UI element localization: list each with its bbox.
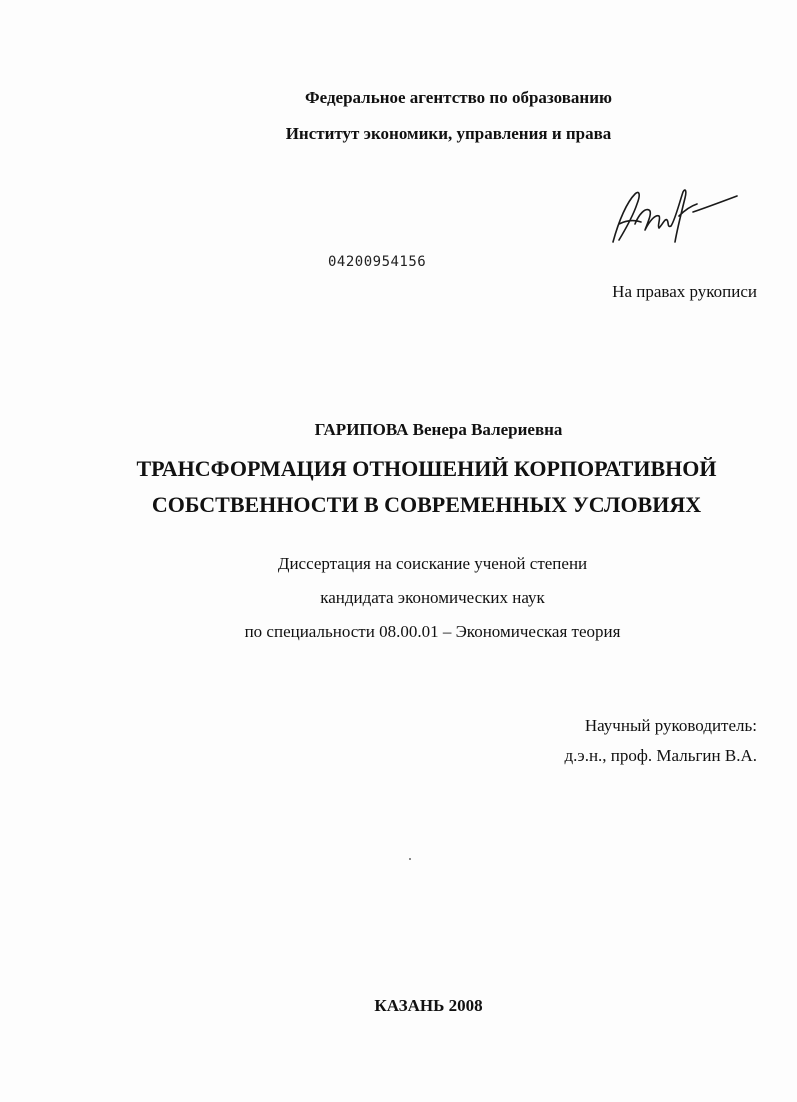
degree-description-line-3: по специальности 08.00.01 – Экономическая теория [244, 622, 621, 641]
degree-description-line-2: кандидата экономических наук [320, 588, 545, 607]
supervisor-label: Научный руководитель: [584, 716, 757, 735]
rights-note: На правах рукописи [612, 282, 757, 301]
agency-name: Федеральное агентство по образованию [305, 88, 612, 107]
institute-name: Институт экономики, управления и права [285, 124, 612, 143]
signature-icon [605, 180, 745, 252]
thesis-title-line-1: ТРАНСФОРМАЦИЯ ОТНОШЕНИЙ КОРПОРАТИВНОЙ [136, 456, 717, 481]
document-number: 04200954156 [328, 254, 427, 270]
scan-speck [409, 858, 411, 860]
city-year: КАЗАНЬ 2008 [374, 996, 483, 1015]
author-name: ГАРИПОВА Венера Валериевна [314, 420, 563, 439]
degree-description-line-1: Диссертация на соискание ученой степени [277, 554, 588, 573]
thesis-title-line-2: СОБСТВЕННОСТИ В СОВРЕМЕННЫХ УСЛОВИЯХ [151, 492, 702, 517]
supervisor-name: д.э.н., проф. Мальгин В.А. [564, 746, 757, 765]
